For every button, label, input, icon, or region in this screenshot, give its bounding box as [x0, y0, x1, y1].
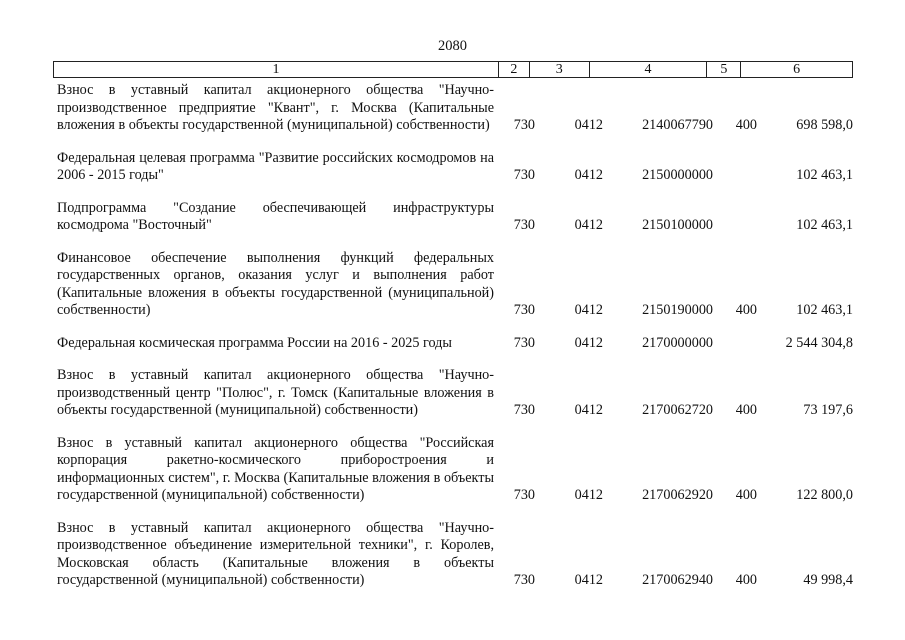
page-number: 2080: [438, 38, 467, 54]
row-col-3: 0412: [574, 572, 603, 588]
row-col-4: 2170000000: [642, 334, 713, 351]
row-description: Федеральная целевая программа "Развитие российских космодромов на 2006 - 2015 годы": [57, 149, 494, 183]
row-description: Взнос в уставный капитал акционерного общества "Российская корпорация ракетно-космического приборостроения и информационных систем", г. Москва (Капитальные вложения в объекты государственной (муниципальной) собственности): [57, 434, 494, 503]
row-col-3: 0412: [574, 302, 603, 318]
row-description: Федеральная космическая программа России на 2016 - 2025 годы: [57, 334, 452, 351]
row-description: Финансовое обеспечение выполнения функций федеральных государственных органов, оказания услуг и выполнения работ (Капитальные вложения в объекты государственной (муниципальной) собственности): [57, 249, 494, 318]
row-col-6: 122 800,0: [796, 487, 853, 503]
row-col-2: 730: [513, 334, 535, 351]
row-col-2: 730: [513, 302, 535, 318]
row-col-5: 400: [735, 302, 757, 318]
header-col-5: 5: [706, 62, 740, 77]
header-col-3: 3: [529, 62, 589, 77]
row-col-6: 102 463,1: [796, 302, 853, 318]
row-col-6: 102 463,1: [796, 217, 853, 233]
row-col-4: 2170062720: [642, 402, 713, 418]
row-description: Взнос в уставный капитал акционерного общества "Научно-производственное объединение измерительной техники", г. Королев, Московская область (Капитальные вложения в объекты государственной (муниципальной) собственности): [57, 519, 494, 588]
row-col-5: 400: [735, 487, 757, 503]
row-col-2: 730: [513, 402, 535, 418]
row-col-4: 2140067790: [642, 117, 713, 133]
table-header: [53, 61, 853, 78]
row-col-3: 0412: [574, 334, 603, 351]
row-col-5: 400: [735, 117, 757, 133]
table-row: [57, 250, 853, 320]
row-col-6: 2 544 304,8: [785, 334, 853, 351]
row-col-4: 2170062920: [642, 487, 713, 503]
table-row: [57, 150, 853, 185]
table-row: [57, 435, 853, 505]
header-col-6: 6: [740, 62, 852, 77]
row-col-4: 2150000000: [642, 167, 713, 183]
row-description: Взнос в уставный капитал акционерного общества "Научно-производственный центр "Полюс", г. Томск (Капитальные вложения в объекты государственной (муниципальной) собственности): [57, 367, 494, 418]
row-col-2: 730: [513, 167, 535, 183]
table-row: [57, 200, 853, 235]
row-col-5: 400: [735, 402, 757, 418]
row-col-2: 730: [513, 117, 535, 133]
row-col-3: 0412: [574, 117, 603, 133]
row-col-3: 0412: [574, 402, 603, 418]
row-col-3: 0412: [574, 217, 603, 233]
header-col-1: 1: [272, 62, 280, 77]
row-description: Взнос в уставный капитал акционерного общества "Научно-производственное предприятие "Квант", г. Москва (Капитальные вложения в объекты государственной (муниципальной) собственности): [57, 82, 494, 133]
row-col-4: 2170062940: [642, 572, 713, 588]
row-col-6: 73 197,6: [803, 402, 853, 418]
row-col-6: 102 463,1: [796, 167, 853, 183]
row-col-3: 0412: [574, 487, 603, 503]
row-col-2: 730: [513, 572, 535, 588]
header-col-4: 4: [589, 62, 707, 77]
table-body: [57, 82, 853, 605]
row-col-4: 2150190000: [642, 302, 713, 318]
table-row: [57, 367, 853, 420]
row-col-5: 400: [735, 572, 757, 588]
row-col-6: 49 998,4: [803, 572, 853, 588]
table-row: [57, 520, 853, 590]
table-row: [57, 335, 853, 353]
row-col-6: 698 598,0: [796, 117, 853, 133]
row-col-2: 730: [513, 487, 535, 503]
row-description: Подпрограмма "Создание обеспечивающей инфраструктуры космодрома "Восточный": [57, 199, 494, 233]
table-row: [57, 82, 853, 135]
row-col-4: 2150100000: [642, 217, 713, 233]
row-col-3: 0412: [574, 167, 603, 183]
header-col-2: 2: [498, 62, 529, 77]
row-col-2: 730: [513, 217, 535, 233]
